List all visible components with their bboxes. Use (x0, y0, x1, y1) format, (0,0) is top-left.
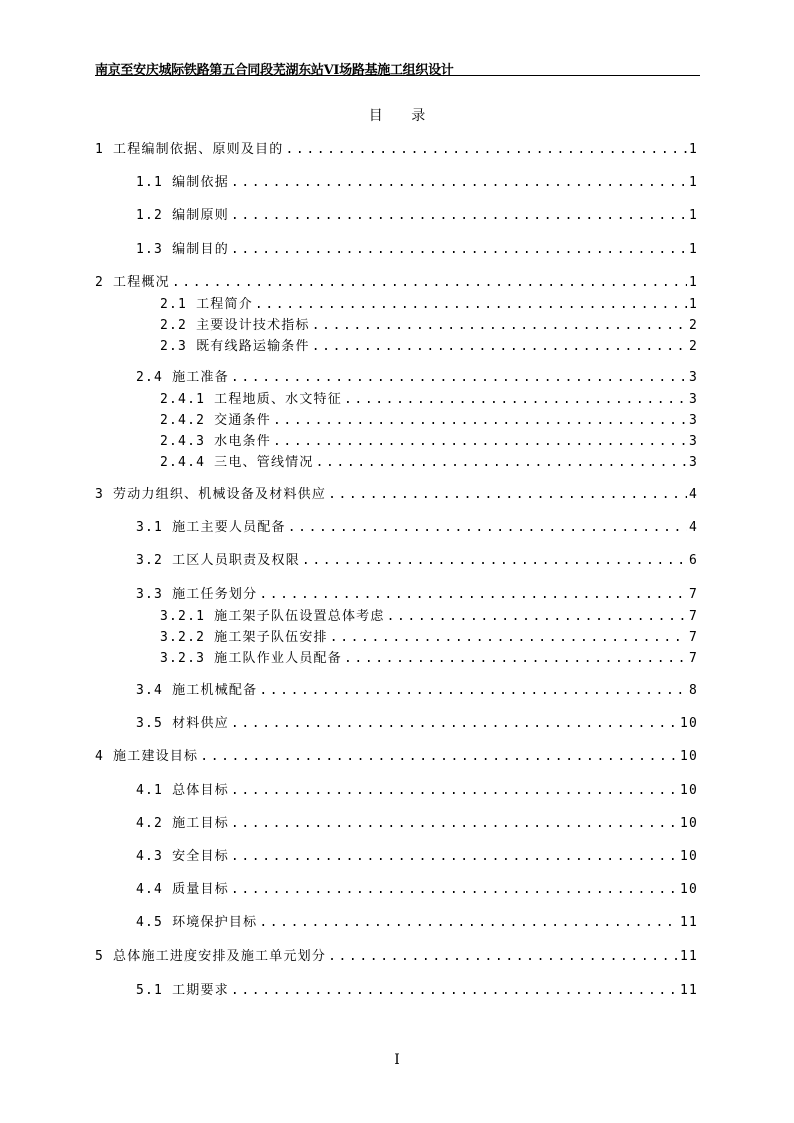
toc-entry-label: 3.2 工区人员职责及权限 (136, 553, 300, 568)
toc-entry-label: 2 工程概况 (95, 275, 170, 290)
toc-entry-label: 4.3 安全目标 (136, 849, 229, 864)
toc-entry[interactable] (136, 520, 698, 536)
toc-entry[interactable] (136, 983, 698, 999)
toc-entry-label: 3.4 施工机械配备 (136, 683, 258, 698)
toc-entry[interactable] (160, 392, 698, 408)
toc-entry[interactable] (136, 175, 698, 191)
toc-entry-label: 2.3 既有线路运输条件 (160, 339, 310, 354)
toc-entry-label: 4.4 质量目标 (136, 882, 229, 897)
toc-entry-label: 1 工程编制依据、原则及目的 (95, 142, 284, 157)
toc-entry-page: 7 (688, 609, 698, 624)
toc-entry[interactable] (136, 370, 698, 386)
toc-entry-label: 2.1 工程简介 (160, 297, 253, 312)
toc-entry-page: 4 (688, 487, 698, 502)
toc-entry-page: 6 (688, 553, 698, 568)
toc-entry[interactable] (136, 849, 698, 865)
toc-entry-page: 1 (688, 275, 698, 290)
toc-entry-label: 2.4.2 交通条件 (160, 413, 271, 428)
toc-entry[interactable] (136, 783, 698, 799)
toc-leader-dots (273, 434, 687, 450)
toc-title: 目 录 (368, 108, 438, 124)
toc-entry-page: 1 (688, 297, 698, 312)
toc-entry-page: 10 (679, 882, 698, 897)
toc-entry-page: 11 (679, 983, 698, 998)
toc-entry-page: 11 (679, 915, 698, 930)
document-header-title: 南京至安庆城际铁路第五合同段芜湖东站VI场路基施工组织设计 (95, 63, 454, 78)
toc-entry-page: 10 (679, 816, 698, 831)
toc-leader-dots (273, 413, 687, 429)
toc-entry-label: 2.2 主要设计技术指标 (160, 318, 310, 333)
toc-entry[interactable] (160, 339, 698, 355)
toc-entry[interactable] (136, 587, 698, 603)
toc-leader-dots (231, 983, 678, 999)
toc-entry[interactable] (136, 242, 698, 258)
toc-leader-dots (302, 553, 687, 569)
toc-entry-label: 1.2 编制原则 (136, 208, 229, 223)
toc-leader-dots (316, 455, 687, 471)
toc-leader-dots (231, 882, 678, 898)
toc-entry[interactable] (136, 683, 698, 699)
toc-leader-dots (231, 175, 687, 191)
toc-leader-dots (330, 630, 687, 646)
toc-entry-page: 7 (688, 587, 698, 602)
toc-entry-page: 3 (688, 370, 698, 385)
toc-entry-label: 2.4.3 水电条件 (160, 434, 271, 449)
toc-entry-label: 3.2.3 施工队作业人员配备 (160, 651, 342, 666)
toc-entry-page: 1 (688, 142, 698, 157)
toc-entry[interactable] (95, 487, 698, 503)
toc-entry-label: 3.1 施工主要人员配备 (136, 520, 286, 535)
toc-entry[interactable] (136, 553, 698, 569)
toc-entry[interactable] (160, 630, 698, 646)
page-number: I (394, 1052, 400, 1068)
toc-leader-dots (231, 849, 678, 865)
toc-entry-page: 3 (688, 455, 698, 470)
toc-leader-dots (312, 339, 687, 355)
toc-entry-page: 2 (688, 318, 698, 333)
toc-entry-label: 3.3 施工任务划分 (136, 587, 258, 602)
toc-entry-page: 3 (688, 434, 698, 449)
toc-entry[interactable] (160, 609, 698, 625)
toc-entry-label: 2.4.1 工程地质、水文特征 (160, 392, 342, 407)
toc-entry[interactable] (160, 651, 698, 667)
toc-entry[interactable] (136, 716, 698, 732)
toc-leader-dots (328, 949, 678, 965)
toc-entry-page: 7 (688, 630, 698, 645)
toc-entry-label: 4.5 环境保护目标 (136, 915, 258, 930)
toc-entry-page: 7 (688, 651, 698, 666)
toc-entry-page: 1 (688, 242, 698, 257)
toc-entry-label: 1.1 编制依据 (136, 175, 229, 190)
toc-entry-page: 2 (688, 339, 698, 354)
toc-entry[interactable] (136, 816, 698, 832)
toc-leader-dots (387, 609, 687, 625)
toc-leader-dots (231, 370, 687, 386)
toc-entry-label: 3.2.1 施工架子队伍设置总体考虑 (160, 609, 385, 624)
toc-entry-page: 11 (679, 949, 698, 964)
toc-leader-dots (259, 683, 687, 699)
toc-entry[interactable] (160, 434, 698, 450)
toc-leader-dots (288, 520, 687, 536)
toc-leader-dots (172, 275, 687, 291)
toc-entry-page: 1 (688, 175, 698, 190)
toc-entry-page: 1 (688, 208, 698, 223)
toc-entry-label: 3 劳动力组织、机械设备及材料供应 (95, 487, 327, 502)
toc-entry-label: 2.4.4 三电、管线情况 (160, 455, 314, 470)
toc-entry[interactable] (136, 915, 698, 931)
toc-entry-label: 3.5 材料供应 (136, 716, 229, 731)
toc-entry-page: 10 (679, 849, 698, 864)
toc-entry[interactable] (136, 882, 698, 898)
toc-entry[interactable] (136, 208, 698, 224)
toc-leader-dots (200, 749, 678, 765)
toc-leader-dots (231, 242, 687, 258)
toc-entry[interactable] (95, 142, 698, 158)
toc-entry-page: 4 (688, 520, 698, 535)
toc-leader-dots (328, 487, 687, 503)
toc-entry-label: 5.1 工期要求 (136, 983, 229, 998)
toc-leader-dots (312, 318, 687, 334)
toc-entry-page: 10 (679, 783, 698, 798)
toc-entry-page: 3 (688, 392, 698, 407)
toc-leader-dots (231, 716, 678, 732)
toc-entry[interactable] (160, 297, 698, 313)
toc-entry-label: 2.4 施工准备 (136, 370, 229, 385)
toc-leader-dots (231, 208, 687, 224)
toc-entry[interactable] (95, 275, 698, 291)
toc-leader-dots (344, 392, 687, 408)
toc-leader-dots (259, 587, 687, 603)
toc-leader-dots (285, 142, 687, 158)
toc-entry-label: 3.2.2 施工架子队伍安排 (160, 630, 328, 645)
toc-entry[interactable] (160, 413, 698, 429)
toc-entry-page: 3 (688, 413, 698, 428)
toc-entry-label: 4 施工建设目标 (95, 749, 199, 764)
toc-leader-dots (231, 783, 678, 799)
toc-leader-dots (344, 651, 687, 667)
toc-entry[interactable] (160, 318, 698, 334)
toc-entry[interactable] (160, 455, 698, 471)
toc-entry[interactable] (95, 949, 698, 965)
toc-entry[interactable] (95, 749, 698, 765)
toc-entry-label: 4.1 总体目标 (136, 783, 229, 798)
toc-entry-label: 4.2 施工目标 (136, 816, 229, 831)
toc-entry-label: 5 总体施工进度安排及施工单元划分 (95, 949, 327, 964)
toc-entry-page: 8 (688, 683, 698, 698)
toc-entry-page: 10 (679, 749, 698, 764)
toc-entry-label: 1.3 编制目的 (136, 242, 229, 257)
toc-entry-page: 10 (679, 716, 698, 731)
toc-leader-dots (259, 915, 678, 931)
toc-leader-dots (231, 816, 678, 832)
toc-leader-dots (255, 297, 687, 313)
